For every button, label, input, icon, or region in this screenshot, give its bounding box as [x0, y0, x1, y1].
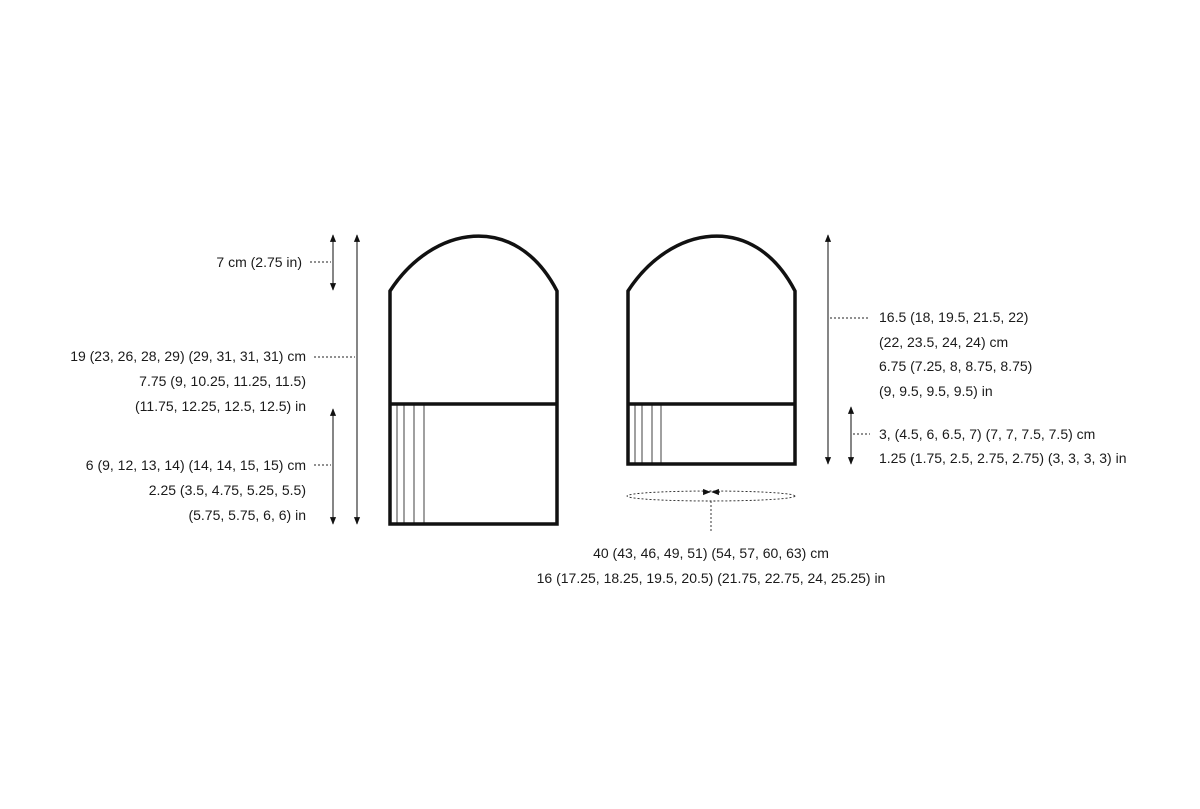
right-piece — [628, 236, 795, 464]
circumference-label: 16 (17.25, 18.25, 19.5, 20.5) (21.75, 22.75, 24, 25.25) in — [536, 570, 886, 586]
circumference-label: 40 (43, 46, 49, 51) (54, 57, 60, 63) cm — [593, 545, 829, 561]
total-length-right-label: 6.75 (7.25, 8, 8.75, 8.75) — [879, 358, 1033, 374]
crown-height-label: 7 cm (2.75 in) — [216, 254, 302, 270]
total-length-left-label: (11.75, 12.25, 12.5, 12.5) in — [135, 398, 306, 414]
total-length-left-label: 19 (23, 26, 28, 29) (29, 31, 31, 31) cm — [70, 348, 306, 364]
total-length-right-label: (22, 23.5, 24, 24) cm — [879, 334, 1009, 350]
cuff-length-right-label: 3, (4.5, 6, 6.5, 7) (7, 7, 7.5, 7.5) cm — [879, 426, 1096, 442]
total-length-right-label: (9, 9.5, 9.5, 9.5) in — [879, 383, 993, 399]
total-length-left-label: 7.75 (9, 10.25, 11.25, 11.5) — [139, 373, 306, 389]
circumference-ellipse — [627, 491, 795, 501]
cuff-length-left-label: 2.25 (3.5, 4.75, 5.25, 5.5) — [148, 482, 306, 498]
right-piece-outline — [628, 236, 795, 464]
cuff-length-left-label: 6 (9, 12, 13, 14) (14, 14, 15, 15) cm — [85, 457, 306, 473]
left-piece-outline — [390, 236, 557, 524]
total-length-right-label: 16.5 (18, 19.5, 21.5, 22) — [879, 309, 1029, 325]
cuff-length-right-label: 1.25 (1.75, 2.5, 2.75, 2.75) (3, 3, 3, 3) in — [879, 450, 1127, 466]
cuff-length-left-label: (5.75, 5.75, 6, 6) in — [188, 507, 306, 523]
left-piece — [390, 236, 557, 524]
